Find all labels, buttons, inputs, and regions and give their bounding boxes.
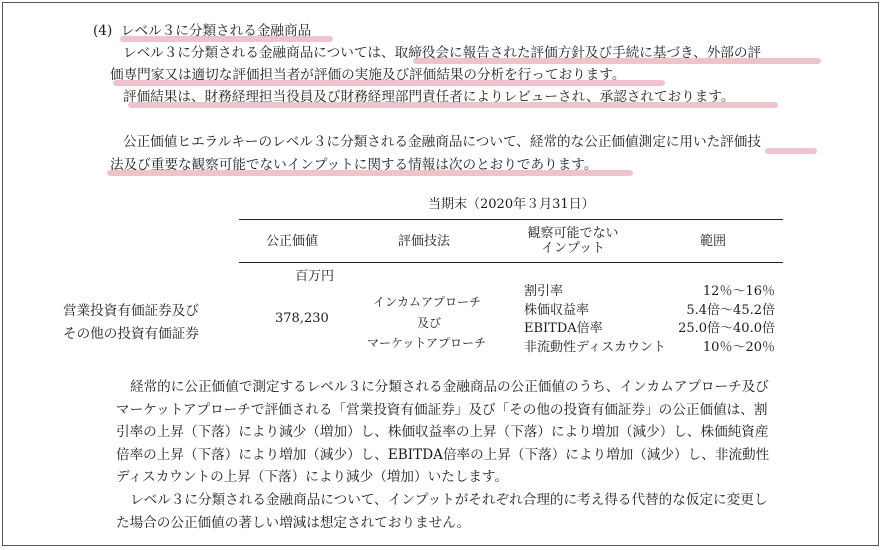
paragraph-line: 引率の上昇（下落）により減少（増加）し、株価収益率の上昇（下落）により増加（減少）し、株価純資産 (116, 424, 769, 440)
input-ebitda-multiple: EBITDA倍率 (524, 321, 603, 336)
header-fair-value: 公正価値 (239, 220, 345, 263)
technique-line-1: インカムアプローチ (373, 295, 482, 309)
input-illiquidity-discount: 非流動性ディスカウント (524, 339, 666, 355)
header-unobservable-line-2: インプット (540, 241, 606, 256)
paragraph-line: 公正価値ヒエラルキーのレベル３に分類される金融商品について、経常的な公正価値測定に用いた評価技 (123, 134, 761, 150)
technique-line-2: 及び (417, 316, 442, 330)
row-fair-value: 378,230 (275, 311, 329, 326)
section-heading: (4) レベル３に分類される金融商品 (93, 23, 312, 39)
range-per: 5.4倍～45.2倍 (686, 302, 775, 318)
paragraph-line: レベル３に分類される金融商品については、取締役会に報告された評価方針及び手続に基づき、外部の評 (123, 45, 762, 61)
paragraph-line: 倍率の上昇（下落）により増加（減少）し、EBITDA倍率の上昇（下落）により増加（減少）し、非流動性 (116, 447, 770, 463)
paragraph-line: 評価結果は、財務経理担当役員及び財務経理部門責任者によりレビューされ、承認されております。 (123, 89, 735, 105)
range-list (675, 283, 775, 357)
paragraph-line: 経常的に公正価値で測定するレベル３に分類される金融商品の公正価値のうち、インカムアプローチ及び (130, 379, 769, 395)
paragraph-line: ディスカウントの上昇（下落）により減少（増加）いたします。 (116, 469, 509, 485)
table-period-caption: 当期末（2020年３月31日） (428, 197, 595, 212)
highlight-mark (765, 148, 817, 154)
row-item-label-line-1: 営業投資有価証券及び (63, 303, 199, 319)
header-technique: 評価技法 (345, 220, 503, 263)
table-header-row (239, 220, 783, 263)
range-ebitda-multiple: 25.0倍～40.0倍 (678, 321, 775, 336)
row-item-label-line-2: その他の投資有価証券 (63, 326, 199, 342)
input-list (524, 283, 666, 357)
paragraph-line: 価専門家又は適切な評価担当者が評価の実施及び評価結果の分析を行っております。 (110, 67, 626, 83)
fair-value-table (239, 219, 783, 263)
header-range: 範囲 (643, 220, 783, 263)
technique-line-3: マーケットアプローチ (367, 336, 487, 350)
range-illiquidity-discount: 10％～20％ (702, 339, 775, 355)
range-discount-rate: 12％～16％ (702, 284, 775, 299)
unit-label: 百万円 (295, 269, 335, 284)
header-unobservable-line-1: 観察可能でない (527, 226, 619, 241)
document-page (2, 2, 879, 546)
paragraph-line: た場合の公正価値の著しい増減は想定されておりません。 (116, 515, 471, 531)
input-per: 株価収益率 (524, 302, 590, 318)
input-discount-rate: 割引率 (524, 284, 564, 299)
paragraph-line: 法及び重要な観察可能でないインプットに関する情報は次のとおりであります。 (110, 157, 598, 173)
paragraph-line: マーケットアプローチで評価される「営業投資有価証券」及び「その他の投資有価証券」の公正価値は、割 (116, 402, 768, 418)
header-unobservable-input (503, 220, 643, 263)
paragraph-line: レベル３に分類される金融商品について、インプットがそれぞれ合理的に考え得る代替的な仮定に変更し (130, 492, 768, 508)
